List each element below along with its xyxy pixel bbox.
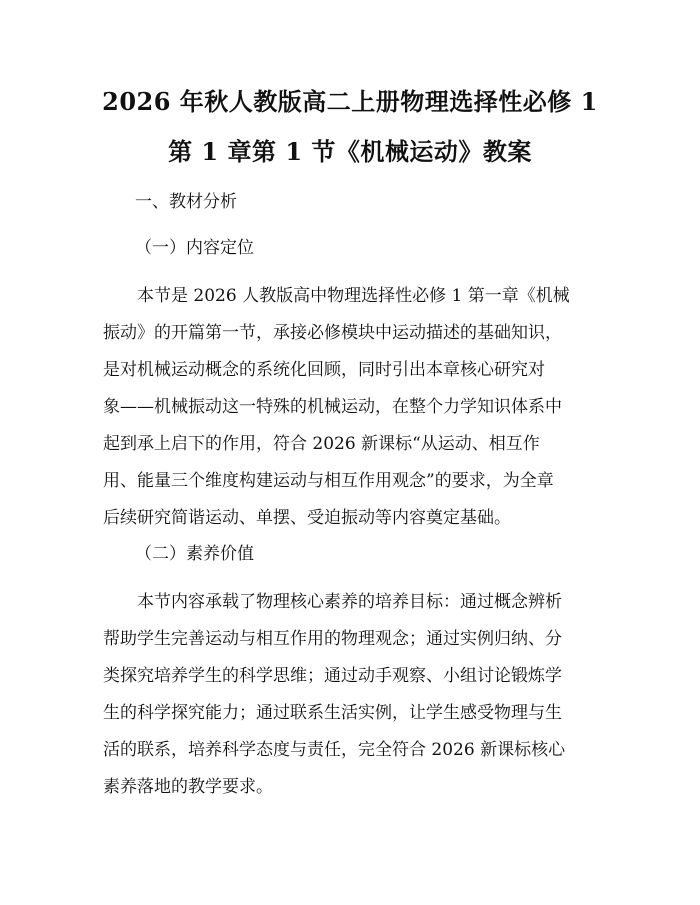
paragraph-line: 起到承上启下的作用，符合 2026 新课标“从运动、相互作 — [103, 434, 540, 454]
paragraph-line: 生的科学探究能力；通过联系生活实例，让学生感受物理与生 — [103, 703, 562, 723]
paragraph-line: 帮助学生完善运动与相互作用的物理观念；通过实例归纳、分 — [103, 629, 562, 649]
paragraph-line: 振动》的开篇第一节，承接必修模块中运动描述的基础知识， — [103, 323, 562, 343]
subsection-heading-literacy-value: （二）素养价值 — [135, 544, 254, 564]
paragraph-line: 素养落地的教学要求。 — [103, 777, 273, 797]
paragraph-line: 本节是 2026 人教版高中物理选择性必修 1 第一章《机械 — [137, 286, 570, 306]
subsection-heading-content-positioning: （一）内容定位 — [135, 238, 254, 258]
paragraph-line: 本节内容承载了物理核心素养的培养目标：通过概念辨析 — [137, 592, 562, 612]
document-title-line-1: 2026 年秋人教版高二上册物理选择性必修 1 — [102, 87, 598, 116]
paragraph-line: 象——机械振动这一特殊的机械运动，在整个力学知识体系中 — [103, 397, 562, 417]
paragraph-line: 是对机械运动概念的系统化回顾，同时引出本章核心研究对 — [103, 360, 545, 380]
section-heading-textbook-analysis: 一、教材分析 — [135, 192, 237, 212]
paragraph-line: 用、能量三个维度构建运动与相互作用观念”的要求，为全章 — [103, 471, 554, 491]
paragraph-line: 后续研究简谐运动、单摆、受迫振动等内容奠定基础。 — [103, 508, 511, 528]
document-title-line-2: 第 1 章第 1 节《机械运动》教案 — [168, 137, 532, 166]
paragraph-line: 类探究培养学生的科学思维；通过动手观察、小组讨论锻炼学 — [103, 666, 562, 686]
paragraph-line: 活的联系，培养科学态度与责任，完全符合 2026 新课标核心 — [103, 740, 566, 760]
